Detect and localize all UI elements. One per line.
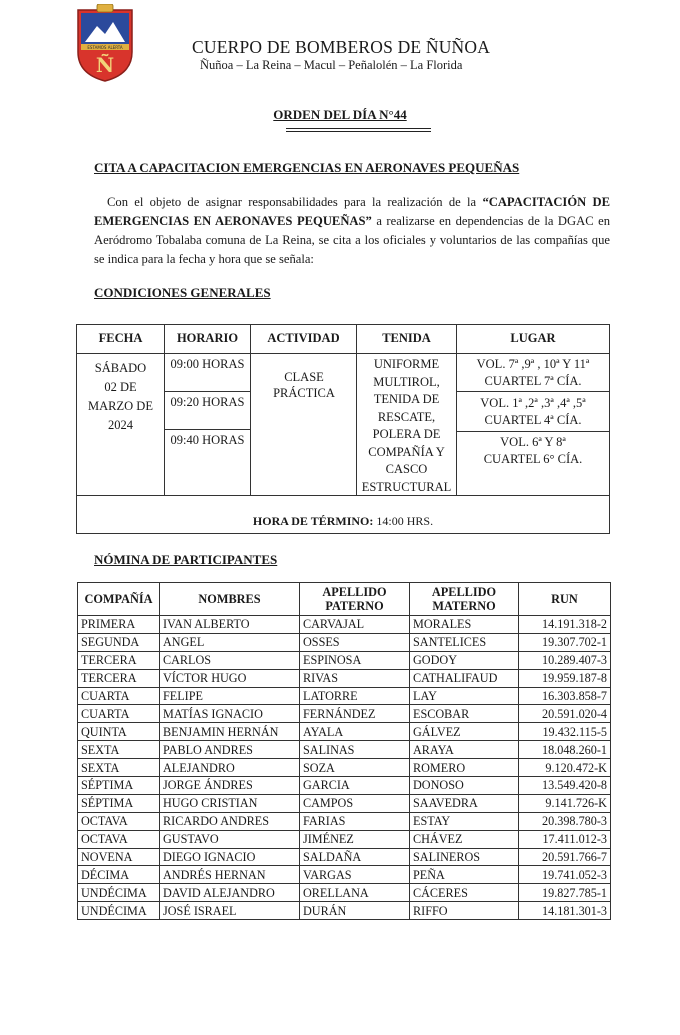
cell-apellido-paterno: AYALA: [300, 723, 410, 741]
cell-compania: CUARTA: [78, 687, 160, 705]
cell-run: 14.191.318-2: [519, 616, 611, 634]
footer-divider: [77, 495, 609, 496]
cell-apellido-materno: SAAVEDRA: [410, 794, 519, 812]
cell-apellido-paterno: SALDAÑA: [300, 848, 410, 866]
table-row: [78, 902, 611, 920]
cell-apellido-paterno: CARVAJAL: [300, 616, 410, 634]
cell-compania: TERCERA: [78, 651, 160, 669]
table-row: [78, 705, 611, 723]
header-horario: HORARIO: [176, 331, 239, 345]
schedule-table: [76, 324, 610, 534]
table-row: [78, 794, 611, 812]
header-fecha: FECHA: [98, 331, 143, 345]
cell-apellido-paterno: OSSES: [300, 633, 410, 651]
header-run: RUN: [519, 583, 611, 616]
order-title: [0, 107, 680, 123]
cell-apellido-paterno: CAMPOS: [300, 794, 410, 812]
cell-nombres: JORGE ÁNDRES: [160, 777, 300, 795]
cell-apellido-paterno: FARIAS: [300, 812, 410, 830]
cell-nombres: IVAN ALBERTO: [160, 616, 300, 634]
lugar-1-cuartel: CUARTEL 7ª CÍA.: [484, 374, 582, 388]
cell-run: 14.181.301-3: [519, 902, 611, 920]
end-time: [77, 513, 609, 529]
cell-nombres: CARLOS: [160, 651, 300, 669]
col-divider: [456, 325, 457, 495]
cell-nombres: RICARDO ANDRES: [160, 812, 300, 830]
header-lugar: LUGAR: [510, 331, 556, 345]
col-divider: [250, 325, 251, 495]
lugar-2-vol: VOL. 1ª ,2ª ,3ª ,4ª ,5ª: [480, 396, 586, 410]
row-divider: [456, 391, 609, 392]
row-divider: [456, 431, 609, 432]
cell-compania: SEXTA: [78, 741, 160, 759]
lugar-3-vol: VOL. 6ª Y 8ª: [500, 435, 566, 449]
cell-nombres: GUSTAVO: [160, 830, 300, 848]
header-compania: COMPAÑÍA: [78, 583, 160, 616]
cell-apellido-materno: ESCOBAR: [410, 705, 519, 723]
header-nombres: NOMBRES: [160, 583, 300, 616]
cell-run: 9.120.472-K: [519, 759, 611, 777]
header-paterno: APELLIDO PATERNO: [300, 583, 410, 616]
table-row: [78, 866, 611, 884]
cell-apellido-materno: SANTELICES: [410, 633, 519, 651]
cell-apellido-materno: GÁLVEZ: [410, 723, 519, 741]
cell-apellido-paterno: SOZA: [300, 759, 410, 777]
cell-apellido-materno: RIFFO: [410, 902, 519, 920]
cell-run: 20.591.020-4: [519, 705, 611, 723]
cell-apellido-paterno: DURÁN: [300, 902, 410, 920]
cell-run: 19.432.115-5: [519, 723, 611, 741]
col-divider: [356, 325, 357, 495]
cell-apellido-materno: MORALES: [410, 616, 519, 634]
table-row: [78, 669, 611, 687]
actividad-cell: CLASE PRÁCTICA: [273, 370, 335, 400]
cell-apellido-paterno: ORELLANA: [300, 884, 410, 902]
cell-apellido-materno: ARAYA: [410, 741, 519, 759]
cell-compania: OCTAVA: [78, 812, 160, 830]
table-row: [78, 616, 611, 634]
cell-nombres: ANGEL: [160, 633, 300, 651]
title-double-rule-top: [286, 128, 431, 129]
cell-apellido-materno: LAY: [410, 687, 519, 705]
cell-apellido-paterno: JIMÉNEZ: [300, 830, 410, 848]
cell-run: 16.303.858-7: [519, 687, 611, 705]
table-row: [78, 777, 611, 795]
cell-nombres: DIEGO IGNACIO: [160, 848, 300, 866]
cell-apellido-paterno: LATORRE: [300, 687, 410, 705]
horario-3: 09:40 HORAS: [170, 433, 245, 447]
cell-apellido-materno: GODOY: [410, 651, 519, 669]
table-row: [78, 741, 611, 759]
lugar-1-vol: VOL. 7ª ,9ª , 10ª Y 11ª: [476, 357, 590, 371]
cell-compania: SEGUNDA: [78, 633, 160, 651]
cell-run: 18.048.260-1: [519, 741, 611, 759]
cell-run: 9.141.726-K: [519, 794, 611, 812]
cell-apellido-materno: ESTAY: [410, 812, 519, 830]
cell-apellido-paterno: RIVAS: [300, 669, 410, 687]
participants-table: [77, 582, 611, 920]
title-double-rule-bottom: [286, 131, 431, 132]
table-row: [78, 687, 611, 705]
cell-run: 19.959.187-8: [519, 669, 611, 687]
cell-run: 19.741.052-3: [519, 866, 611, 884]
logo-motto: ESTAMOS ALERTA: [87, 45, 123, 50]
cell-compania: UNDÉCIMA: [78, 884, 160, 902]
end-time-value: 14:00 HRS.: [373, 514, 434, 528]
col-divider: [164, 325, 165, 495]
cell-compania: SEXTA: [78, 759, 160, 777]
row-divider: [164, 391, 250, 392]
shield-icon: [75, 4, 135, 82]
tenida-cell: UNIFORME MULTIROL, TENIDA DE RESCATE, POLERA DE COMPAÑÍA Y CASCO ESTRUCTURAL: [361, 357, 452, 494]
row-divider: [164, 429, 250, 430]
cell-compania: SÉPTIMA: [78, 794, 160, 812]
cell-compania: QUINTA: [78, 723, 160, 741]
cell-nombres: PABLO ANDRES: [160, 741, 300, 759]
table-row: [78, 633, 611, 651]
intro-text-a: Con el objeto de asignar responsabilidades para la realización de la: [107, 195, 483, 209]
header-actividad: ACTIVIDAD: [267, 331, 340, 345]
cell-nombres: JOSÉ ISRAEL: [160, 902, 300, 920]
cell-run: 19.827.785-1: [519, 884, 611, 902]
cell-nombres: MATÍAS IGNACIO: [160, 705, 300, 723]
cell-compania: TERCERA: [78, 669, 160, 687]
table-header-row: [78, 583, 611, 616]
table-row: [78, 812, 611, 830]
cell-run: 19.307.702-1: [519, 633, 611, 651]
cell-compania: DÉCIMA: [78, 866, 160, 884]
cell-nombres: DAVID ALEJANDRO: [160, 884, 300, 902]
intro-course-name: “CAPACITACIÓN DE EMERGENCIAS EN AERONAVES PEQUEÑAS”: [94, 195, 610, 228]
cell-apellido-paterno: VARGAS: [300, 866, 410, 884]
table-row: [78, 848, 611, 866]
cell-nombres: ANDRÉS HERNAN: [160, 866, 300, 884]
section-title: CITA A CAPACITACION EMERGENCIAS EN AERONAVES PEQUEÑAS: [94, 160, 520, 175]
cell-run: 20.398.780-3: [519, 812, 611, 830]
cell-apellido-materno: DONOSO: [410, 777, 519, 795]
header-tenida: TENIDA: [382, 331, 431, 345]
logo-letter: Ñ: [95, 53, 115, 77]
intro-paragraph: [94, 193, 610, 269]
cell-apellido-materno: CATHALIFAUD: [410, 669, 519, 687]
cell-run: 10.289.407-3: [519, 651, 611, 669]
table-row: [78, 830, 611, 848]
cell-run: 13.549.420-8: [519, 777, 611, 795]
fire-department-logo: [75, 4, 135, 82]
lugar-2-cuartel: CUARTEL 4ª CÍA.: [484, 413, 582, 427]
cell-run: 17.411.012-3: [519, 830, 611, 848]
cell-compania: PRIMERA: [78, 616, 160, 634]
horario-2: 09:20 HORAS: [170, 395, 245, 409]
table-row: [78, 884, 611, 902]
conditions-title: CONDICIONES GENERALES: [94, 285, 271, 300]
date-cell: SÁBADO 02 DE MARZO DE 2024: [88, 361, 153, 432]
end-time-label: HORA DE TÉRMINO:: [252, 514, 374, 528]
cell-compania: SÉPTIMA: [78, 777, 160, 795]
organization-title: CUERPO DE BOMBEROS DE ÑUÑOA: [192, 37, 491, 57]
header-materno: APELLIDO MATERNO: [410, 583, 519, 616]
order-title-text: ORDEN DEL DÍA N°44: [273, 107, 407, 122]
cell-compania: CUARTA: [78, 705, 160, 723]
cell-apellido-materno: CHÁVEZ: [410, 830, 519, 848]
cell-compania: UNDÉCIMA: [78, 902, 160, 920]
cell-nombres: HUGO CRISTIAN: [160, 794, 300, 812]
cell-run: 20.591.766-7: [519, 848, 611, 866]
cell-apellido-paterno: SALINAS: [300, 741, 410, 759]
table-row: [78, 651, 611, 669]
cell-compania: NOVENA: [78, 848, 160, 866]
cell-apellido-materno: CÁCERES: [410, 884, 519, 902]
header-divider: [77, 353, 609, 354]
cell-apellido-paterno: GARCIA: [300, 777, 410, 795]
intro-text-b: a realizarse en dependencias de la DGAC en Aeródromo Tobalaba comuna de La Reina, se cita a los oficiales y voluntarios de las compañías que se indica para la fecha y hora que se señala:: [94, 214, 610, 266]
cell-nombres: FELIPE: [160, 687, 300, 705]
lugar-3-cuartel: CUARTEL 6° CÍA.: [483, 452, 583, 466]
cell-apellido-materno: PEÑA: [410, 866, 519, 884]
cell-compania: OCTAVA: [78, 830, 160, 848]
cell-nombres: BENJAMIN HERNÁN: [160, 723, 300, 741]
cell-apellido-materno: ROMERO: [410, 759, 519, 777]
participants-title: NÓMINA DE PARTICIPANTES: [94, 552, 278, 567]
cell-apellido-paterno: FERNÁNDEZ: [300, 705, 410, 723]
cell-apellido-materno: SALINEROS: [410, 848, 519, 866]
cell-nombres: VÍCTOR HUGO: [160, 669, 300, 687]
horario-1: 09:00 HORAS: [170, 357, 245, 371]
cell-nombres: ALEJANDRO: [160, 759, 300, 777]
table-row: [78, 759, 611, 777]
cell-apellido-paterno: ESPINOSA: [300, 651, 410, 669]
organization-subtitle: Ñuñoa – La Reina – Macul – Peñalolén – La Florida: [200, 58, 463, 72]
table-row: [78, 723, 611, 741]
